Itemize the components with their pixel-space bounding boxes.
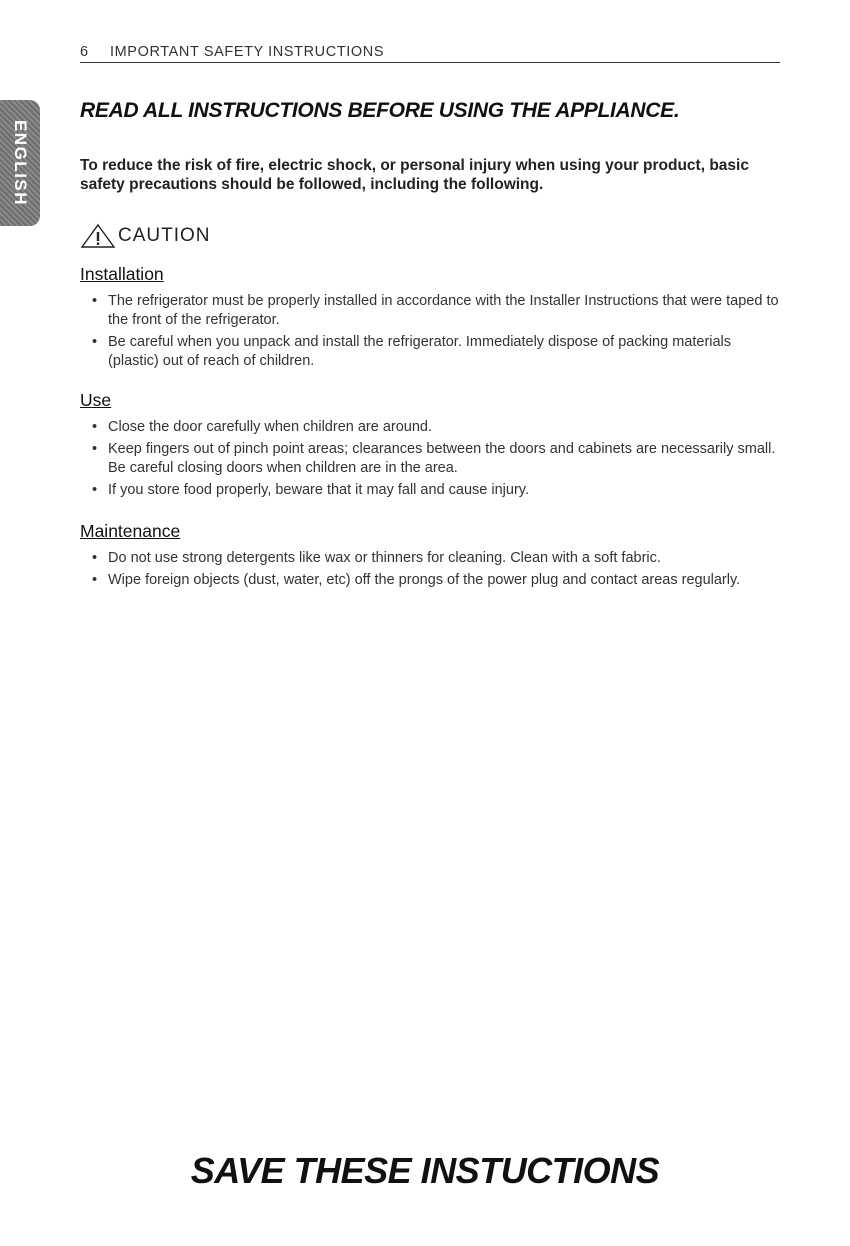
caution-label: CAUTION [118,225,211,246]
list-item: • Close the door carefully when children are around. [92,418,782,437]
maintenance-list [92,549,782,593]
use-list [92,418,782,503]
list-item: • Do not use strong detergents like wax or thinners for cleaning. Clean with a soft fabric. [92,549,782,568]
list-item: • If you store food properly, beware that it may fall and cause injury. [92,481,782,500]
installation-list [92,292,782,374]
intro-paragraph: To reduce the risk of fire, electric shock, or personal injury when using your product, basic safety precautions should be followed, including the following. [80,157,749,193]
page-header [80,44,780,63]
language-tab-label: ENGLISH [11,119,30,207]
list-item: • The refrigerator must be properly installed in accordance with the Installer Instructions that were taped to the front of the refrigerator. [92,292,782,330]
warning-triangle-icon [80,223,116,249]
use-title: Use [80,390,112,410]
list-item: • Wipe foreign objects (dust, water, etc) off the prongs of the power plug and contact areas regularly. [92,571,782,590]
header-title: IMPORTANT SAFETY INSTRUCTIONS [110,44,385,60]
list-item: • Keep fingers out of pinch point areas; clearances between the doors and cabinets are necessarily small. Be careful closing doors when children are in the area. [92,440,782,478]
save-instructions-banner: SAVE THESE INSTUCTIONS [190,1150,660,1191]
read-all-heading: READ ALL INSTRUCTIONS BEFORE USING THE APPLIANCE. [80,99,680,122]
language-tab [0,100,40,226]
caution-heading [80,222,211,250]
list-item: • Be careful when you unpack and install the refrigerator. Immediately dispose of packing materials (plastic) out of reach of children. [92,333,782,371]
maintenance-title: Maintenance [80,521,181,541]
page-number: 6 [80,44,89,60]
installation-title: Installation [80,264,164,284]
